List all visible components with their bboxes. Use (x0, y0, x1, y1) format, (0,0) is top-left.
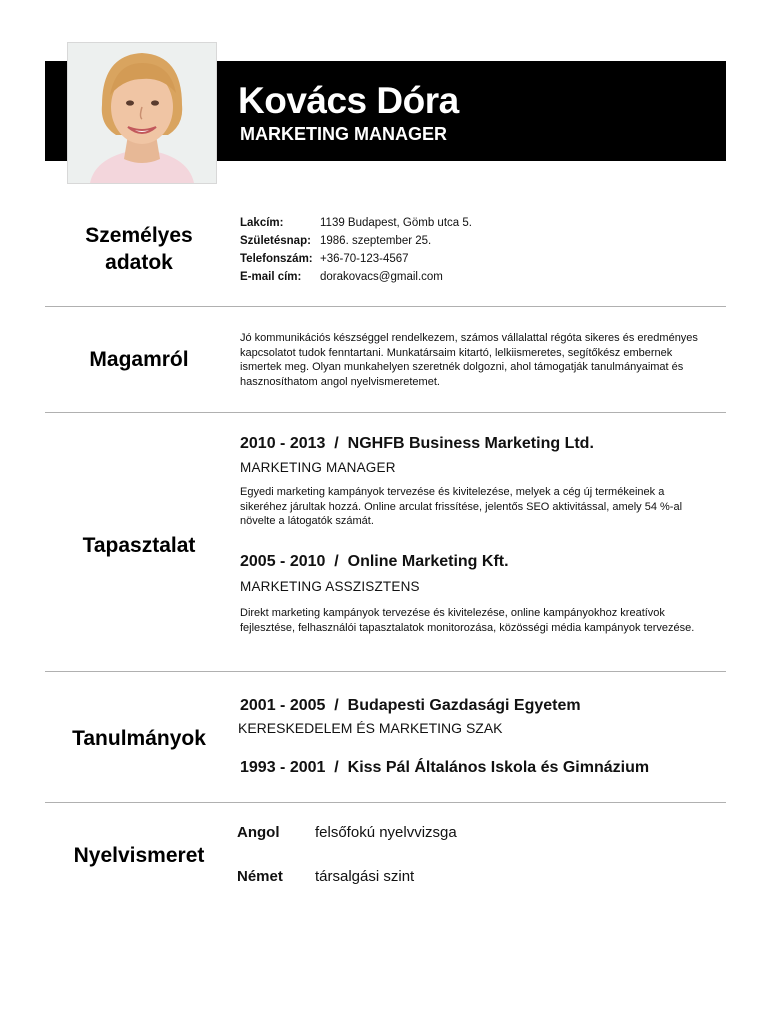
education-heading: 1993 - 2001 / Kiss Pál Általános Iskola és Gimnázium (240, 759, 650, 776)
section-label-personal (45, 222, 233, 276)
experience-company: Online Marketing Kft. (347, 553, 509, 570)
personal-info-table (240, 214, 472, 286)
education-heading: 2001 - 2005 / Budapesti Gazdasági Egyetem (240, 697, 581, 714)
experience-role: MARKETING MANAGER (240, 460, 396, 475)
info-value: 1139 Budapest, Gömb utca 5. (320, 217, 472, 229)
education-major: KERESKEDELEM ÉS MARKETING SZAK (238, 720, 503, 736)
experience-heading: 2005 - 2010 / Online Marketing Kft. (240, 553, 509, 570)
section-label-experience: Tapasztalat (82, 534, 196, 557)
candidate-title: MARKETING MANAGER (240, 124, 447, 144)
info-row-address (240, 214, 472, 232)
about-text: Jó kommunikációs készséggel rendelkezem, számos vállalattal régóta sikeres és eredményes kapcsolatot tudok fenntartani. Munkatársaim kitartó, lelkiismeretes, segítőkész embernek ismertek meg. Olyan munkahelyen szeretnék dolgozni, ahol támogatják tanulmányaimat és hasznosíthatom angol nyelvismeretemet. (240, 332, 698, 388)
section-label-line: Személyes (85, 224, 193, 247)
section-divider (45, 412, 726, 413)
education-school: Budapesti Gazdasági Egyetem (347, 697, 581, 714)
education-school: Kiss Pál Általános Iskola és Gimnázium (347, 759, 650, 776)
info-key: Lakcím: (240, 217, 284, 229)
info-row-email (240, 268, 472, 286)
section-label-languages: Nyelvismeret (73, 844, 205, 867)
section-divider (45, 802, 726, 803)
experience-role: MARKETING ASSZISZTENS (240, 579, 420, 594)
section-label-education: Tanulmányok (72, 727, 206, 750)
education-period: 2001 - 2005 (240, 697, 326, 714)
candidate-name: Kovács Dóra (238, 80, 459, 121)
experience-description: Direkt marketing kampányok tervezése és kivitelezése, online kampányokhoz kreatívok fejlesztése, felhasználói tapasztalatok monitorozása, közösségi média kampányok tervezése. (240, 607, 695, 634)
profile-photo (67, 42, 217, 184)
info-row-phone (240, 250, 472, 268)
language-name: Német (237, 868, 283, 885)
info-value: +36-70-123-4567 (320, 253, 409, 265)
experience-period: 2010 - 2013 (240, 435, 326, 452)
info-key: Telefonszám: (240, 253, 313, 265)
experience-heading: 2010 - 2013 / NGHFB Business Marketing Ltd. (240, 435, 594, 452)
info-value: dorakovacs@gmail.com (320, 271, 443, 283)
section-divider (45, 671, 726, 672)
experience-company: NGHFB Business Marketing Ltd. (347, 435, 594, 452)
education-period: 1993 - 2001 (240, 759, 326, 776)
section-label-line: adatok (105, 251, 173, 274)
section-label-about: Magamról (89, 348, 189, 371)
language-name: Angol (237, 824, 280, 841)
language-level: felsőfokú nyelvvizsga (315, 824, 457, 841)
experience-period: 2005 - 2010 (240, 553, 326, 570)
section-divider (45, 306, 726, 307)
profile-photo-illustration (68, 43, 216, 183)
experience-description: Egyedi marketing kampányok tervezése és kivitelezése, melyek a cég új termékeinek a sikeréhez járultak hozzá. Online arculat frissítése, jelentős SEO aktivitással, amely 54 %-al növelte a látogatók számát. (240, 486, 683, 528)
language-level: társalgási szint (315, 868, 415, 885)
info-key: Születésnap: (240, 235, 311, 247)
info-row-birthdate (240, 232, 472, 250)
info-value: 1986. szeptember 25. (320, 235, 432, 247)
info-key: E-mail cím: (240, 271, 302, 283)
